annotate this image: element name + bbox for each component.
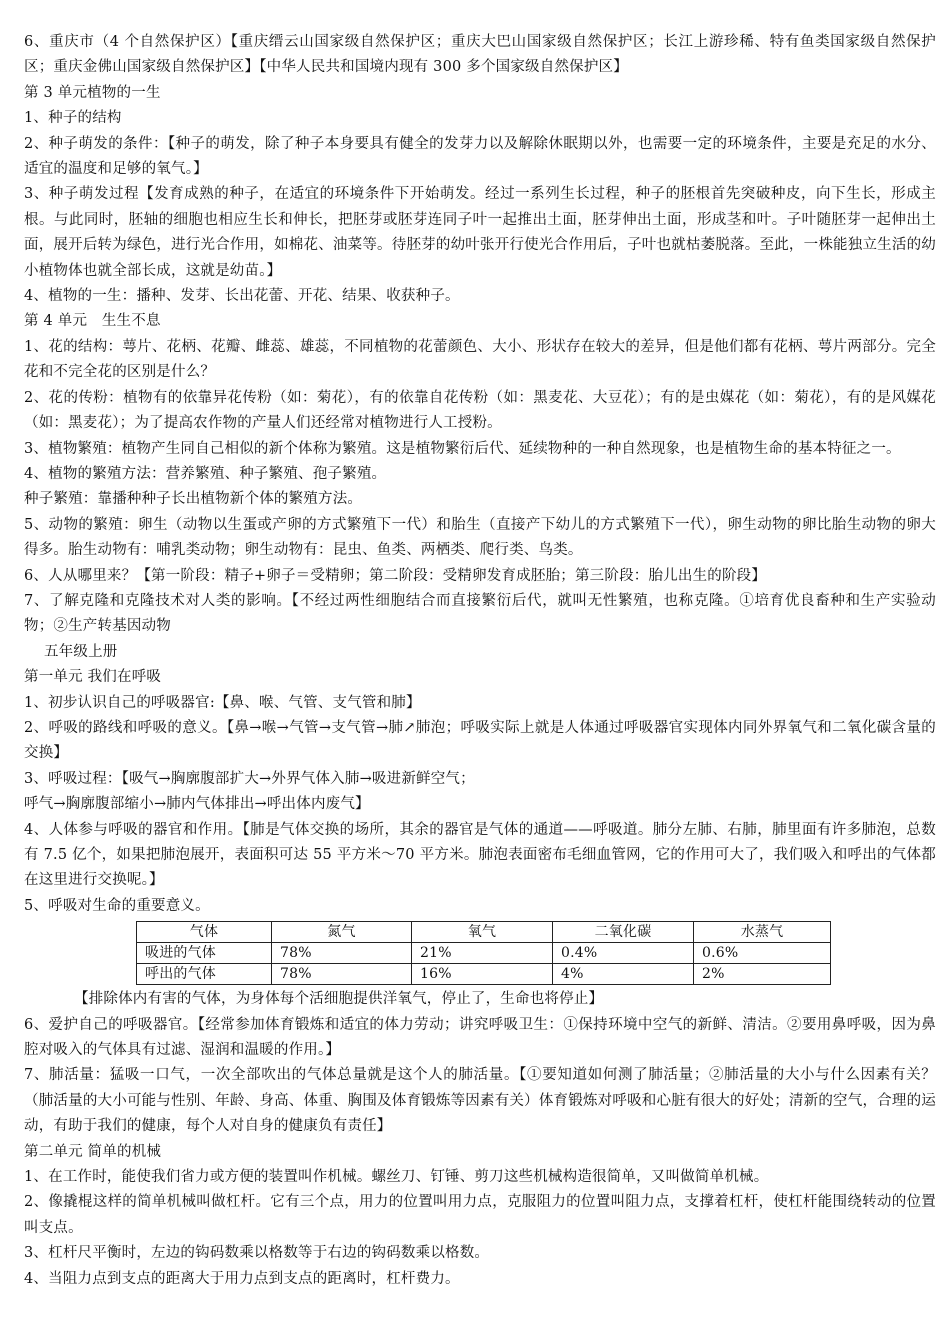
paragraph: 种子繁殖：靠播种种子长出植物新个体的繁殖方法。 xyxy=(24,491,363,508)
paragraph: 7、肺活量：猛吸一口气，一次全部吹出的气体总量就是这个人的肺活量。【①要知道如何测了肺活量；②肺活量的大小与什么因素有关？（肺活量的大小可能与性别、年龄、身高、体重、胸围及体育锻炼等因素有关）体育锻炼对呼吸和心脏有很大的好处；清新的空气，合理的运动，有助于我们的健康，每个人对自身的健康负有责任】 xyxy=(24,1067,936,1135)
grade-heading: 五年级上册 xyxy=(44,643,118,660)
table-header-cell: 氧气 xyxy=(412,922,553,943)
table-cell: 16% xyxy=(412,964,553,985)
paragraph: 1、在工作时，能使我们省力或方便的装置叫作机械。螺丝刀、钉锤、剪刀这些机械构造很简单，又叫做简单机械。 xyxy=(24,1169,769,1186)
paragraph: 3、杠杆尺平衡时，左边的钩码数乘以格数等于右边的钩码数乘以格数。 xyxy=(24,1245,490,1262)
table-header-cell: 水蒸气 xyxy=(694,922,831,943)
paragraph: 6、重庆市（4 个自然保护区）【重庆缙云山国家级自然保护区；重庆大巴山国家级自然保护区；长江上游珍稀、特有鱼类国家级自然保护区；重庆金佛山国家级自然保护区】【中华人民共和国境内现有 300 多个国家级自然保护区】 xyxy=(24,34,936,76)
paragraph: 5、动物的繁殖：卵生（动物以生蛋或产卵的方式繁殖下一代）和胎生（直接产下幼儿的方式繁殖下一代），卵生动物的卵比胎生动物的卵大得多。胎生动物有：哺乳类动物；卵生动物有：昆虫、鱼类、两栖类、爬行类、鸟类。 xyxy=(24,516,936,559)
table-cell: 吸进的气体 xyxy=(137,943,272,964)
paragraph: 2、呼吸的路线和呼吸的意义。【鼻→喉→气管→支气管→肺↗肺泡；呼吸实际上就是人体通过呼吸器官实现体内同外界氧气和二氧化碳含量的交换】 xyxy=(24,719,936,762)
table-cell: 2% xyxy=(694,964,831,985)
paragraph: 3、植物繁殖：植物产生同自己相似的新个体称为繁殖。这是植物繁衍后代、延续物种的一种自然现象，也是植物生命的基本特征之一。 xyxy=(24,440,901,457)
table-cell: 呼出的气体 xyxy=(137,964,272,985)
table-cell: 78% xyxy=(272,943,412,964)
paragraph: 5、呼吸对生命的重要意义。 xyxy=(24,897,210,914)
paragraph: 2、像撬棍这样的简单机械叫做杠杆。它有三个点，用力的位置叫用力点，克服阻力的位置叫阻力点，支撑着杠杆，使杠杆能围绕转动的位置叫支点。 xyxy=(24,1194,936,1236)
paragraph: 7、了解克隆和克隆技术对人类的影响。【不经过两性细胞结合而直接繁衍后代，就叫无性繁殖，也称克隆。①培育优良畜种和生产实验动物；②生产转基因动物 xyxy=(24,592,936,635)
table-cell: 4% xyxy=(553,964,694,985)
paragraph: 3、呼吸过程：【吸气→胸廓腹部扩大→外界气体入肺→吸进新鲜空气； xyxy=(24,770,475,787)
table-cell: 0.4% xyxy=(553,943,694,964)
paragraph: 【排除体内有害的气体，为身体每个活细胞提供洋氧气，停止了，生命也将停止】 xyxy=(74,991,604,1008)
paragraph: 6、人从哪里来？【第一阶段：精子+卵子＝受精卵；第二阶段：受精卵发育成胚胎；第三阶段：胎儿出生的阶段】 xyxy=(24,567,767,584)
document-page xyxy=(24,30,936,1292)
paragraph: 1、初步认识自己的呼吸器官:【鼻、喉、气管、支气管和肺】 xyxy=(24,694,421,711)
unit-heading: 第一单元 我们在呼吸 xyxy=(24,669,162,686)
table-row xyxy=(137,964,831,985)
paragraph: 1、花的结构：萼片、花柄、花瓣、雌蕊、雄蕊，不同植物的花蕾颜色、大小、形状存在较大的差异，但是他们都有花柄、萼片两部分。完全花和不完全花的区别是什么？ xyxy=(24,338,936,381)
table-cell: 0.6% xyxy=(694,943,831,964)
paragraph: 2、花的传粉：植物有的依靠异花传粉（如：菊花），有的依靠自花传粉（如：黑麦花、大豆花）；有的是虫媒花（如：菊花），有的是风媒花（如：黑麦花）；为了提高农作物的产量人们还经常对植物进行人工授粉。 xyxy=(24,389,936,432)
paragraph: 4、植物的一生：播种、发芽、长出花蕾、开花、结果、收获种子。 xyxy=(24,288,460,305)
table-cell: 78% xyxy=(272,964,412,985)
paragraph: 4、人体参与呼吸的器官和作用。【肺是气体交换的场所，其余的器官是气体的通道——呼吸道。肺分左肺、右肺，肺里面有许多肺泡，总数有 7.5 亿个，如果把肺泡展开，表面积可达 55 平方米～70 平方米。肺泡表面密布毛细血管网，它的作用可大了，我们吸入和呼出的气体都在这里进行交换呢。】 xyxy=(24,821,936,889)
paragraph: 2、种子萌发的条件：【种子的萌发，除了种子本身要具有健全的发芽力以及解除休眠期以外，也需要一定的环境条件，主要是充足的水分、适宜的温度和足够的氧气。】 xyxy=(24,135,936,178)
table-row xyxy=(137,943,831,964)
paragraph: 1、种子的结构 xyxy=(24,110,122,127)
table-header-cell: 气体 xyxy=(137,922,272,943)
table-header-cell: 二氧化碳 xyxy=(553,922,694,943)
paragraph: 4、植物的繁殖方法：营养繁殖、种子繁殖、孢子繁殖。 xyxy=(24,465,387,482)
gas-composition-table xyxy=(136,921,831,985)
table-cell: 21% xyxy=(412,943,553,964)
paragraph: 4、当阻力点到支点的距离大于用力点到支点的距离时，杠杆费力。 xyxy=(24,1270,460,1287)
unit-heading: 第二单元 简单的机械 xyxy=(24,1143,162,1160)
unit-heading: 第 3 单元植物的一生 xyxy=(24,84,161,101)
paragraph: 6、爱护自己的呼吸器官。【经常参加体育锻炼和适宜的体力劳动；讲究呼吸卫生：①保持环境中空气的新鲜、清洁。②要用鼻呼吸，因为鼻腔对吸入的气体具有过滤、湿润和温暖的作用。】 xyxy=(24,1016,936,1059)
table-header-cell: 氮气 xyxy=(272,922,412,943)
unit-heading: 第 4 单元 生生不息 xyxy=(24,313,161,330)
paragraph: 3、种子萌发过程【发育成熟的种子，在适宜的环境条件下开始萌发。经过一系列生长过程，种子的胚根首先突破种皮，向下生长，形成主根。与此同时，胚轴的细胞也相应生长和伸长，把胚芽或胚芽连同子叶一起推出土面，胚芽伸出土面，形成茎和叶。子叶随胚芽一起伸出土面，展开后转为绿色，进行光合作用，如棉花、油菜等。待胚芽的幼叶张开行使光合作用后，子叶也就枯萎脱落。至此，一株能独立生活的幼小植物体也就全部长成，这就是幼苗。】 xyxy=(24,186,936,279)
table-header-row xyxy=(137,922,831,943)
paragraph: 呼气→胸廓腹部缩小→肺内气体排出→呼出体内废气】 xyxy=(24,796,370,813)
